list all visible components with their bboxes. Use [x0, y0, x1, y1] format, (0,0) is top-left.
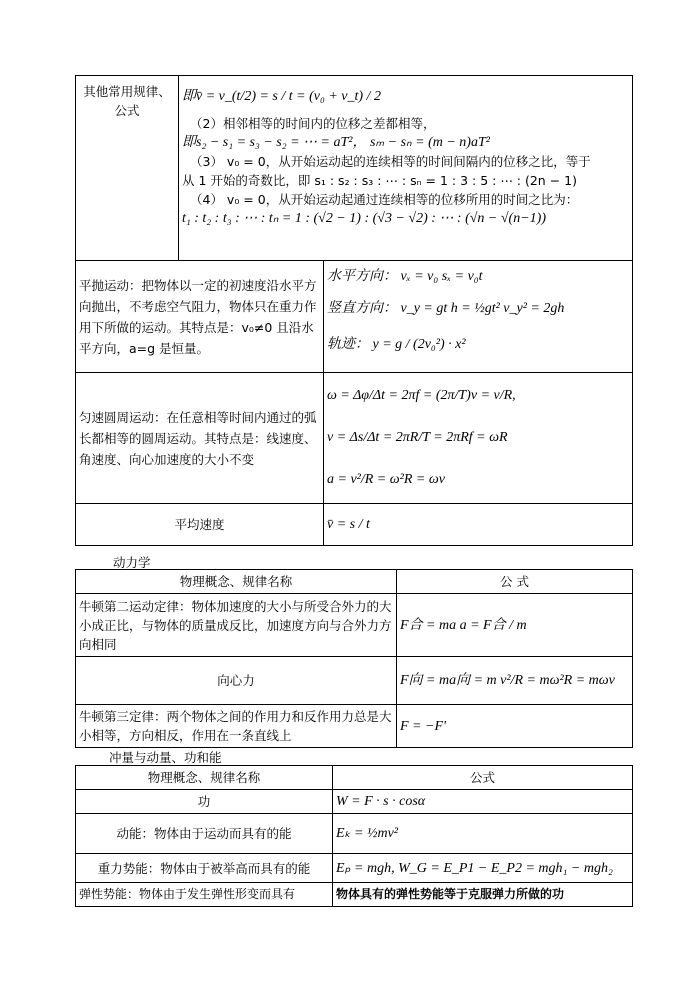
energy-header-formula: 公式 [333, 766, 633, 790]
projectile-vertical: 竖直方向： v_y = gt h = ½gt² v_y² = 2gh [327, 301, 565, 316]
dynamics-title: 动力学 [113, 555, 151, 570]
projectile-label: 平抛运动：把物体以一定的初速度沿水平方向抛出，不考虑空气阻力，物体只在重力作用下所做的运动。其特点是：v₀≠0 且沿水平方向，a=g 是恒量。 [76, 261, 324, 373]
rule-4-text: （4） v₀ = 0，从开始运动起通过连续相等的位移所用的时间之比为： [190, 192, 579, 207]
projectile-formulas [324, 261, 633, 373]
kinetic-energy-formula: Eₖ = ½mv² [333, 814, 633, 854]
projectile-horizontal: 水平方向： vₓ = v₀ sₓ = v₀t [327, 269, 483, 284]
dynamics-header-formula: 公 式 [397, 570, 633, 594]
average-velocity-label: 平均速度 [76, 504, 324, 546]
kinematics-table [75, 75, 633, 546]
projectile-trajectory: 轨迹： y = g / (2v₀²) · x² [327, 337, 466, 352]
energy-title: 冲量与动量、功和能 [109, 750, 222, 765]
rule-2-formula: 即s₂ − s₁ = s₃ − s₂ = ⋯ = aT²， sₘ − sₙ = (m − n)aT² [182, 135, 490, 150]
kinetic-energy-name: 动能：物体由于运动而具有的能 [76, 814, 333, 854]
rule-4-formula: t₁ : t₂ : t₃ : ⋯ : tₙ = 1 : (√2 − 1) : (√3 − √2) : ⋯ : (√n − √(n−1)) [182, 211, 546, 226]
other-rules-cell [179, 76, 633, 261]
circular-motion-formulas [324, 373, 633, 504]
dynamics-header-name: 物理概念、规律名称 [76, 570, 397, 594]
centripetal-acc-formula: a = v²/R = ω²R = ωv [327, 472, 445, 487]
circular-motion-label: 匀速圆周运动：在任意相等时间内通过的弧长都相等的圆周运动。其特点是：线速度、角速度、向心加速度的大小不变 [76, 373, 324, 504]
gravitational-pe-formula: Eₚ = mgh, W_G = E_P1 − E_P2 = mgh₁ − mgh₂ [333, 854, 633, 883]
work-name: 功 [76, 790, 333, 814]
newton-second-law-name: 牛顿第二运动定律：物体加速度的大小与所受合外力的大小成正比，与物体的质量成反比，加速度方向与合外力方向相同 [76, 594, 397, 657]
angular-velocity-formula: ω = Δφ/Δt = 2πf = (2π/T)v = v/R, [327, 388, 516, 403]
mean-velocity-formula: 即v̄ = v_(t/2) = s / t = (v₀ + v_t) / 2 [182, 89, 381, 104]
centripetal-force-name: 向心力 [76, 657, 397, 705]
newton-third-law-formula: F = −F' [397, 705, 633, 748]
rule-3-text: （3） v₀ = 0，从开始运动起的连续相等的时间间隔内的位移之比，等于 [190, 154, 591, 169]
gravitational-pe-name: 重力势能：物体由于被举高而具有的能 [76, 854, 333, 883]
rule-2-text: （2）相邻相等的时间内的位移之差都相等， [190, 116, 436, 131]
other-rules-label: 其他常用规律、公式 [76, 76, 179, 261]
work-formula: W = F · s · cosα [333, 790, 633, 814]
average-velocity-formula: v̄ = s / t [324, 504, 633, 546]
newton-second-law-formula: F合 = ma a = F合 / m [397, 594, 633, 657]
energy-header-name: 物理概念、规律名称 [76, 766, 333, 790]
dynamics-table [75, 569, 633, 748]
newton-third-law-name: 牛顿第三定律：两个物体之间的作用力和反作用力总是大小相等，方向相反，作用在一条直线上 [76, 705, 397, 748]
elastic-pe-formula: 物体具有的弹性势能等于克服弹力所做的功 [333, 883, 633, 907]
energy-table [75, 765, 633, 907]
elastic-pe-name: 弹性势能：物体由于发生弹性形变而具有 [76, 883, 333, 907]
linear-velocity-formula: v = Δs/Δt = 2πR/T = 2πRf = ωR [327, 430, 508, 445]
centripetal-force-formula: F向 = ma向 = m v²/R = mω²R = mωv [397, 657, 633, 705]
rule-3-formula: 从 1 开始的奇数比，即 s₁ : s₂ : s₃ : ⋯ : sₙ = 1 : 3 : 5 : ⋯ : (2n − 1) [182, 173, 577, 188]
